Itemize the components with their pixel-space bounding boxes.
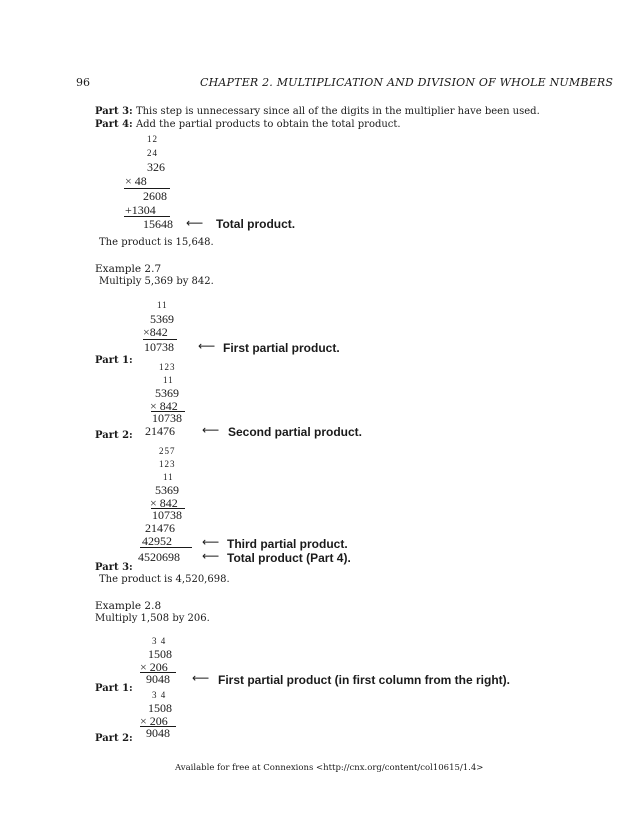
partial-product: 10738 [144, 340, 174, 354]
arrow-left-icon: ⟵ [202, 535, 220, 549]
multiplier: × 206 [140, 660, 168, 674]
example-prompt: Multiply 1,508 by 206. [95, 613, 210, 624]
example-title: Example 2.8 [95, 600, 162, 612]
part-label: Part 3: [95, 106, 133, 117]
part-label: Part 1: [95, 355, 133, 366]
carry-digits: 11 [157, 300, 168, 310]
footer-text: Available for free at Connexions <http://cnx.org/content/col10615/1.4> [175, 763, 484, 773]
partial-product: 10738 [152, 508, 182, 522]
partial-product: 42952 [142, 534, 172, 548]
part-text: This step is unnecessary since all of the digits in the multiplier have been used. [135, 106, 540, 117]
multiplier: × 842 [150, 496, 178, 510]
intro-part3 [95, 106, 540, 117]
carry-digits: 11 [163, 472, 174, 482]
chapter-title: CHAPTER 2. MULTIPLICATION AND DIVISION OF WHOLE NUMBERS [200, 76, 614, 89]
multiplier: ×842 [143, 325, 168, 339]
total-product-note: Total product (Part 4). [227, 551, 351, 565]
multiplicand: 5369 [150, 312, 174, 326]
multiplicand: 326 [147, 160, 165, 174]
partial-product-note: First partial product. [223, 341, 340, 355]
partial-product: 10738 [152, 411, 182, 425]
total-product: 4520698 [138, 550, 180, 564]
carry-digits: 123 [159, 362, 176, 372]
page-number: 96 [76, 76, 90, 89]
intro-part4 [95, 119, 401, 130]
carry-digits: 3 4 [152, 636, 167, 646]
multiplier: × 206 [140, 714, 168, 728]
multiplicand: 1508 [148, 647, 172, 661]
partial-product-note: Third partial product. [227, 537, 348, 551]
partial-product: 9048 [146, 726, 170, 740]
part-text: Add the partial products to obtain the total product. [135, 119, 401, 130]
result-text: The product is 15,648. [99, 237, 214, 248]
multiplicand: 5369 [155, 483, 179, 497]
carry-digits: 257 [159, 446, 176, 456]
part-label: Part 3: [95, 562, 133, 573]
partial-product-note: Second partial product. [228, 425, 363, 439]
carry-digits: 24 [147, 148, 158, 158]
partial-product: 21476 [145, 424, 175, 438]
arrow-left-icon: ⟵ [198, 339, 216, 353]
result-text: The product is 4,520,698. [99, 574, 230, 585]
part-label: Part 4: [95, 119, 133, 130]
example-prompt: Multiply 5,369 by 842. [99, 276, 214, 287]
partial-product: +1304 [125, 203, 156, 217]
multiplier: × 48 [125, 174, 147, 188]
carry-digits: 123 [159, 459, 176, 469]
multiplicand: 1508 [148, 701, 172, 715]
total-product-note: Total product. [216, 217, 296, 231]
arrow-left-icon: ⟵ [192, 671, 210, 685]
sum-rule [140, 547, 192, 548]
partial-product-note: First partial product (in first column from the right). [218, 673, 511, 687]
multiplicand: 5369 [155, 386, 179, 400]
total-product: 15648 [143, 217, 173, 231]
arrow-left-icon: ⟵ [202, 549, 220, 563]
partial-product: 9048 [146, 672, 170, 686]
carry-digits: 12 [147, 134, 158, 144]
part-label: Part 1: [95, 683, 133, 694]
carry-digits: 3 4 [152, 690, 167, 700]
arrow-left-icon: ⟵ [186, 216, 204, 230]
part-label: Part 2: [95, 430, 133, 441]
carry-digits: 11 [163, 375, 174, 385]
multiplier: × 842 [150, 399, 178, 413]
example-title: Example 2.7 [95, 263, 162, 275]
arrow-left-icon: ⟵ [202, 423, 220, 437]
part-label: Part 2: [95, 733, 133, 744]
partial-product: 21476 [145, 521, 175, 535]
partial-product: 2608 [143, 189, 167, 203]
